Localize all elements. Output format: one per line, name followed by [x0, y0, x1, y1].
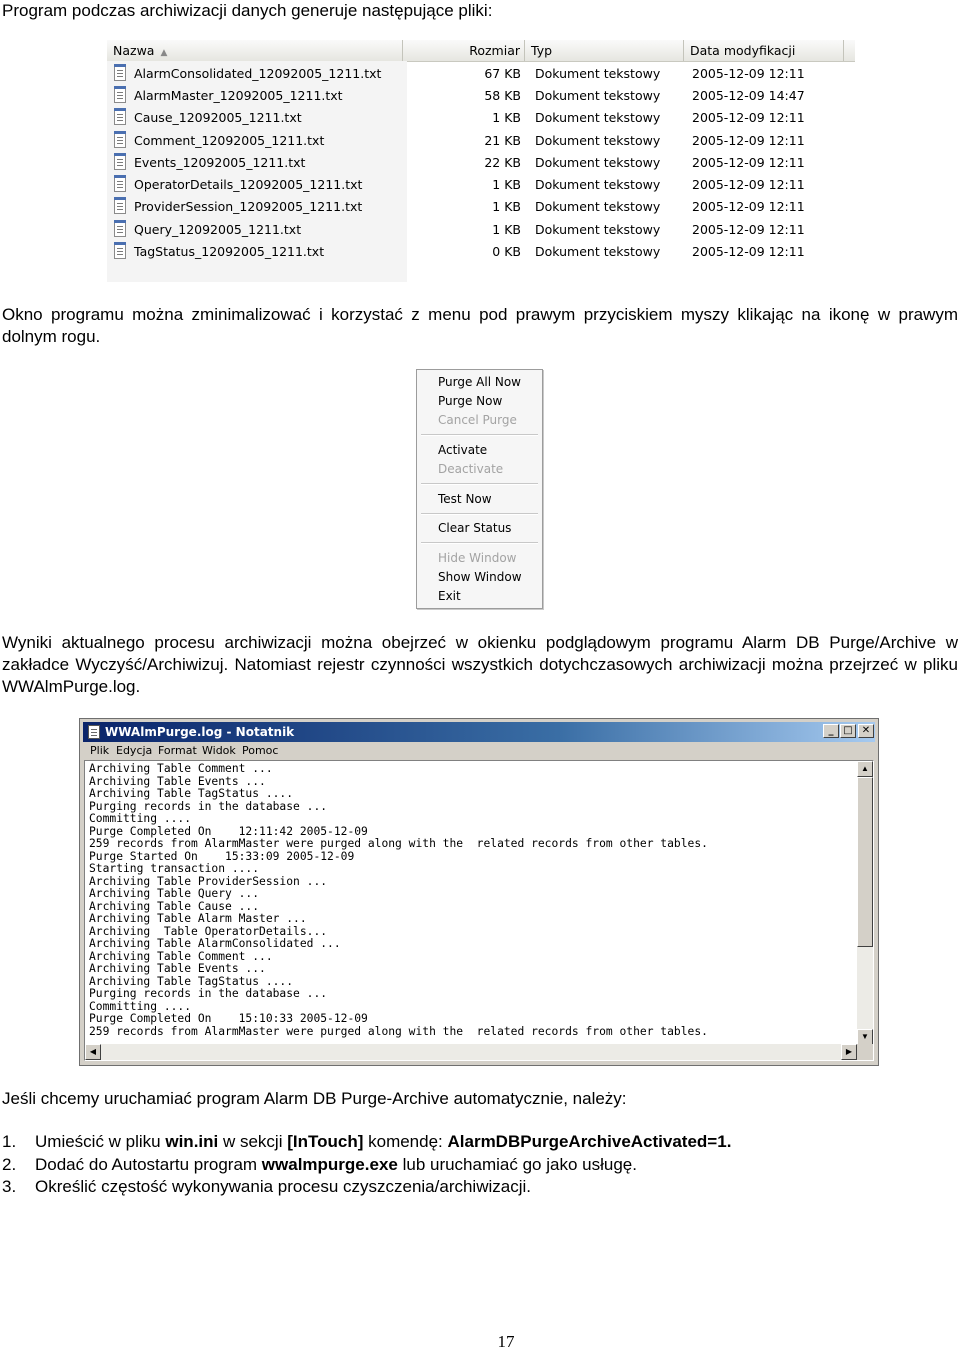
menu-item-test-now[interactable]: Test Now: [438, 492, 492, 506]
file-row[interactable]: [107, 63, 855, 85]
intro-text: Program podczas archiwizacji danych generuje następujące pliki:: [2, 1, 493, 20]
column-date-label: Data modyfikacji: [690, 43, 796, 58]
list-item: [2, 1131, 731, 1154]
file-date: 2005-12-09 12:11: [692, 155, 805, 170]
menu-edit[interactable]: Edycja: [116, 744, 153, 757]
menu-item-deactivate: Deactivate: [438, 462, 504, 476]
notepad-menubar: [83, 742, 875, 759]
menu-item-cancel-purge: Cancel Purge: [438, 413, 517, 427]
menu-item-clear-status[interactable]: Clear Status: [438, 521, 512, 535]
scrollbar-corner: [857, 1044, 873, 1060]
log-content: Archiving Table Comment ... Archiving Table Events ... Archiving Table TagStatus .... Purging records in the database ... Committing .... Purge Completed On 12:11:42 2005-12-09 259 records from AlarmMaster were purged along with the related records from other tables. Purge Started On 15:33:09 2005-12-09 Starting transaction .... Archiving Table ProviderSession ... Archiving Table Query ... Archiving Table Cause ... Archiving Table Alarm Master ... Archiving Table OperatorDetails... Archiving Table AlarmConsolidated ... Archiving Table Comment ... Archiving Table Events ... Archiving Table TagStatus .... Purging records in the database ... Committing .... Purge Completed On 15:10:33 2005-12-09 259 records from AlarmMaster were purged along with the related records from other tables.: [89, 762, 708, 1038]
menu-item-purge-all-now[interactable]: Purge All Now: [438, 375, 521, 389]
file-name: TagStatus_12092005_1211.txt: [134, 244, 325, 259]
file-size: 21 KB: [484, 133, 521, 148]
menu-separator: [421, 542, 538, 544]
menu-separator: [421, 513, 538, 515]
menu-item-exit[interactable]: Exit: [438, 589, 461, 603]
menu-help[interactable]: Pomoc: [242, 744, 279, 757]
file-name: ProviderSession_12092005_1211.txt: [134, 199, 363, 214]
file-list: [107, 40, 855, 282]
step-bold: win.ini: [165, 1132, 219, 1151]
text-file-icon: [114, 133, 126, 148]
file-name: OperatorDetails_12092005_1211.txt: [134, 177, 363, 192]
file-size: 1 KB: [492, 110, 521, 125]
file-name: Events_12092005_1211.txt: [134, 155, 306, 170]
text-file-icon: [114, 66, 126, 81]
menu-format[interactable]: Format: [158, 744, 197, 757]
column-header-date[interactable]: [684, 40, 844, 61]
vertical-scroll-thumb[interactable]: [857, 777, 873, 947]
scroll-left-button[interactable]: ◀: [85, 1044, 101, 1060]
column-type-label: Typ: [531, 43, 553, 58]
file-type: Dokument tekstowy: [535, 199, 661, 214]
file-date: 2005-12-09 12:11: [692, 177, 805, 192]
file-type: Dokument tekstowy: [535, 222, 661, 237]
file-date: 2005-12-09 12:11: [692, 110, 805, 125]
tray-context-menu: [416, 369, 543, 609]
file-name: Comment_12092005_1211.txt: [134, 133, 325, 148]
notepad-icon: [88, 725, 100, 739]
file-row[interactable]: [107, 85, 855, 107]
page-number: 17: [497, 1332, 515, 1351]
file-type: Dokument tekstowy: [535, 244, 661, 259]
step-text: Dodać do Autostartu program: [35, 1154, 262, 1174]
step-text: komendę:: [363, 1132, 448, 1151]
menu-separator: [421, 434, 538, 436]
column-name-label: Nazwa: [113, 43, 155, 58]
menu-item-hide-window: Hide Window: [438, 551, 517, 565]
step-number: 1.: [2, 1132, 17, 1151]
file-size: 1 KB: [492, 199, 521, 214]
file-list-header: [107, 40, 855, 62]
sort-ascending-icon: ▲: [160, 48, 168, 58]
file-date: 2005-12-09 12:11: [692, 66, 805, 81]
file-size: 1 KB: [492, 222, 521, 237]
menu-item-purge-now[interactable]: Purge Now: [438, 394, 503, 408]
file-row[interactable]: [107, 152, 855, 174]
vertical-scrollbar[interactable]: [857, 761, 873, 1045]
file-size: 22 KB: [484, 155, 521, 170]
steps-list: [2, 1131, 731, 1199]
text-file-icon: [114, 199, 126, 214]
column-size-label: Rozmiar: [469, 43, 520, 58]
step-number: 3.: [2, 1177, 17, 1196]
maximize-button[interactable]: □: [840, 724, 856, 738]
file-size: 58 KB: [484, 88, 521, 103]
step-text: Umieścić w pliku: [35, 1132, 166, 1151]
column-header-size[interactable]: [403, 40, 525, 61]
file-size: 1 KB: [492, 177, 521, 192]
file-date: 2005-12-09 12:11: [692, 222, 805, 237]
file-name: AlarmMaster_12092005_1211.txt: [134, 88, 343, 103]
file-date: 2005-12-09 12:11: [692, 133, 805, 148]
file-row[interactable]: [107, 174, 855, 196]
file-date: 2005-12-09 12:11: [692, 199, 805, 214]
menu-view[interactable]: Widok: [202, 744, 236, 757]
scroll-up-button[interactable]: ▲: [857, 761, 873, 777]
file-name: Query_12092005_1211.txt: [134, 222, 302, 237]
scroll-down-button[interactable]: ▼: [857, 1029, 873, 1045]
text-file-icon: [114, 88, 126, 103]
file-type: Dokument tekstowy: [535, 177, 661, 192]
file-name: AlarmConsolidated_12092005_1211.txt: [134, 66, 382, 81]
step-bold: wwalmpurge.exe: [261, 1154, 398, 1174]
file-row[interactable]: [107, 219, 855, 241]
minimize-info-text: Okno programu można zminimalizować i korzystać z menu pod prawym przyciskiem myszy klikając na ikonę w prawym dolnym rogu.: [2, 305, 958, 346]
file-row[interactable]: [107, 130, 855, 152]
list-item: [2, 1154, 731, 1177]
column-header-name[interactable]: [107, 40, 403, 61]
file-type: Dokument tekstowy: [535, 110, 661, 125]
step-bold: [InTouch]: [287, 1132, 364, 1151]
text-file-icon: [114, 110, 126, 125]
minimize-button[interactable]: _: [823, 724, 839, 738]
menu-item-activate[interactable]: Activate: [438, 443, 488, 457]
step-text: lub uruchamiać go jako usługę.: [397, 1154, 637, 1174]
list-item: [2, 1176, 731, 1199]
file-row[interactable]: [107, 196, 855, 218]
step-text: Określić częstość wykonywania procesu czyszczenia/archiwizacji.: [35, 1177, 531, 1196]
file-type: Dokument tekstowy: [535, 133, 661, 148]
text-file-icon: [114, 177, 126, 192]
file-row[interactable]: [107, 107, 855, 129]
close-button[interactable]: ✕: [858, 724, 874, 738]
file-type: Dokument tekstowy: [535, 155, 661, 170]
text-file-icon: [114, 155, 126, 170]
file-name: Cause_12092005_1211.txt: [134, 110, 302, 125]
file-size: 0 KB: [492, 244, 521, 259]
autostart-info-text: Jeśli chcemy uruchamiać program Alarm DB Purge-Archive automatycznie, należy:: [2, 1089, 627, 1108]
file-type: Dokument tekstowy: [535, 66, 661, 81]
notepad-title: WWAlmPurge.log - Notatnik: [105, 725, 295, 739]
file-type: Dokument tekstowy: [535, 88, 661, 103]
notepad-titlebar[interactable]: [83, 722, 875, 742]
text-file-icon: [114, 244, 126, 259]
scroll-right-button[interactable]: ▶: [841, 1044, 857, 1060]
file-date: 2005-12-09 12:11: [692, 244, 805, 259]
step-text: .: [726, 1132, 732, 1151]
step-text: w sekcji: [218, 1132, 288, 1151]
notepad-text-area[interactable]: [84, 760, 874, 1061]
menu-separator: [421, 483, 538, 485]
file-date: 2005-12-09 14:47: [692, 88, 805, 103]
column-header-type[interactable]: [525, 40, 684, 61]
file-size: 67 KB: [484, 66, 521, 81]
notepad-window: [79, 718, 879, 1066]
menu-item-show-window[interactable]: Show Window: [438, 570, 522, 584]
file-row[interactable]: [107, 241, 855, 263]
horizontal-scrollbar[interactable]: [85, 1044, 857, 1060]
step-number: 2.: [2, 1154, 17, 1174]
text-file-icon: [114, 222, 126, 237]
step-bold: AlarmDBPurgeArchiveActivated=1: [447, 1132, 727, 1151]
menu-file[interactable]: Plik: [90, 744, 110, 757]
results-info-text: Wyniki aktualnego procesu archiwizacji można obejrzeć w okienku podglądowym programu Alarm DB Purge/Archive w zakładce Wyczyść/Archiwizuj. Natomiast rejestr czynności wszystkich dotychczasowych archiwizacji można przejrzeć w pliku WWAlmPurge.log.: [2, 633, 958, 696]
